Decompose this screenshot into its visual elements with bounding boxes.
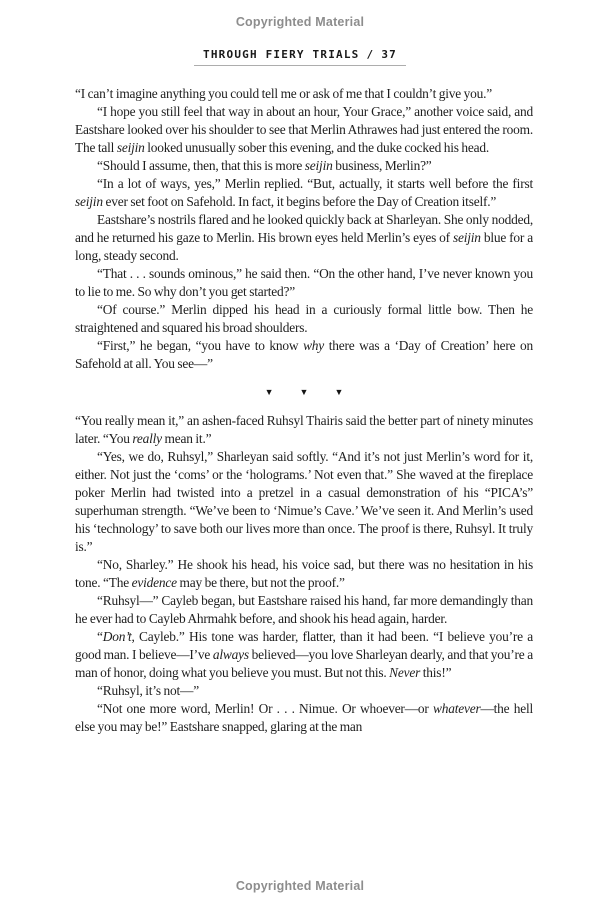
text-run: blue for a long, steady second.	[75, 230, 533, 263]
text-run: “I can’t imagine anything you could tell me or ask of me that I couldn’t give you.”	[75, 86, 493, 101]
paragraph	[75, 592, 533, 628]
text-run: “Yes, we do, Ruhsyl,” Sharleyan said softly. “And it’s not just Merlin’s word for it, either. Not just the ‘coms’ or the ‘holograms.’ Not even that.” She waved at the fireplace poker Merlin had twisted into a pretzel in a casual demonstration of his “PICA’s” superhuman strength. “We’ve been to ‘Nimue’s Cave.’ We’ve seen it. And Merlin’s used his ‘technology’ to save both our lives more than once. The proof is there, Ruhsyl. It truly is.”	[75, 449, 533, 554]
copyright-notice-bottom: Copyrighted Material	[235, 879, 365, 893]
paragraph	[75, 682, 533, 700]
scene-break-triangle-icon: ▼	[299, 387, 309, 397]
italic-text-run: seijin	[116, 140, 145, 155]
text-run: may be there, but not the proof.”	[176, 575, 345, 590]
text-run: business, Merlin?”	[332, 158, 432, 173]
page-body	[75, 85, 533, 736]
italic-text-run: Don’t	[102, 629, 132, 644]
text-run: —the hell else you may be!” Eastshare snapped, glaring at the man	[75, 701, 533, 734]
italic-text-run: whatever	[432, 701, 481, 716]
text-run: “That . . . sounds ominous,” he said then. “On the other hand, I’ve never known you to lie to me. So why don’t you get started?”	[75, 266, 533, 299]
paragraph	[75, 265, 533, 301]
scene-break-triangle-icon: ▼	[264, 387, 274, 397]
text-run: “In a lot of ways, yes,” Merlin replied. “But, actually, it starts well before the first	[97, 176, 533, 191]
paragraph	[75, 175, 533, 211]
paragraph	[75, 628, 533, 682]
text-run: ever set foot on Safehold. In fact, it begins before the Day of Creation itself.”	[102, 194, 497, 209]
text-run: “I hope you still feel that way in about an hour, Your Grace,” another voice said, and Eastshare looked over his shoulder to see that Merlin Athrawes had just entered the room. The tall	[75, 104, 533, 155]
paragraph	[75, 700, 533, 736]
text-run: “Ruhsyl—” Cayleb began, but Eastshare raised his hand, far more demandingly than he ever had to Cayleb Ahrmahk before, and shook his head again, harder.	[75, 593, 533, 626]
running-head	[194, 48, 406, 66]
italic-text-run: why	[303, 338, 325, 353]
paragraph	[75, 337, 533, 373]
italic-text-run: seijin	[452, 230, 481, 245]
text-run: there was a ‘Day of Creation’ here on Safehold at all. You see—”	[75, 338, 534, 371]
text-run: believed—you love Sharleyan dearly, and that you’re a man of honor, doing what you believe you must. But not this.	[75, 647, 533, 680]
paragraph	[75, 556, 533, 592]
running-head-title: THROUGH FIERY TRIALS	[203, 48, 360, 61]
italic-text-run: evidence	[131, 575, 177, 590]
text-run: “No, Sharley.” He shook his head, his voice sad, but there was no hesitation in his tone. “The	[75, 557, 533, 590]
italic-text-run: always	[212, 647, 249, 662]
text-run: this!”	[420, 665, 452, 680]
paragraph	[75, 85, 533, 103]
text-run: “You really mean it,” an ashen-faced Ruhsyl Thairis said the better part of ninety minutes later. “You	[75, 413, 533, 446]
italic-text-run: seijin	[304, 158, 333, 173]
paragraph	[75, 448, 533, 556]
text-run: “	[97, 629, 103, 644]
italic-text-run: seijin	[75, 194, 103, 209]
running-head-container	[0, 45, 600, 66]
scene-break	[75, 386, 533, 398]
text-run: , Cayleb.” His tone was harder, flatter, than it had been. “I believe you’re a good man. I believe—I’ve	[75, 629, 533, 662]
text-run: “Of course.” Merlin dipped his head in a curiously formal little bow. Then he straightened and squared his broad shoulders.	[75, 302, 533, 335]
running-head-separator: /	[366, 48, 375, 61]
text-run: “First,” he began, “you have to know	[97, 338, 304, 353]
paragraph	[75, 157, 533, 175]
text-run: looked unusually sober this evening, and the duke cocked his head.	[144, 140, 490, 155]
text-run: mean it.”	[161, 431, 212, 446]
paragraph	[75, 103, 533, 157]
text-run: “Not one more word, Merlin! Or . . . Nimue. Or whoever—or	[97, 701, 433, 716]
paragraph	[75, 211, 533, 265]
scene-break-triangle-icon: ▼	[334, 387, 344, 397]
running-head-page-number: 37	[381, 48, 397, 61]
italic-text-run: really	[132, 431, 162, 446]
italic-text-run: Never	[389, 665, 421, 680]
copyright-notice-top: Copyrighted Material	[235, 15, 365, 29]
text-run: “Ruhsyl, it’s not—”	[97, 683, 199, 698]
paragraph	[75, 412, 533, 448]
text-run: Eastshare’s nostrils flared and he looked quickly back at Sharleyan. She only nodded, and he returned his gaze to Merlin. His brown eyes held Merlin’s eyes of	[75, 212, 533, 245]
paragraph	[75, 301, 533, 337]
text-run: “Should I assume, then, that this is more	[97, 158, 305, 173]
